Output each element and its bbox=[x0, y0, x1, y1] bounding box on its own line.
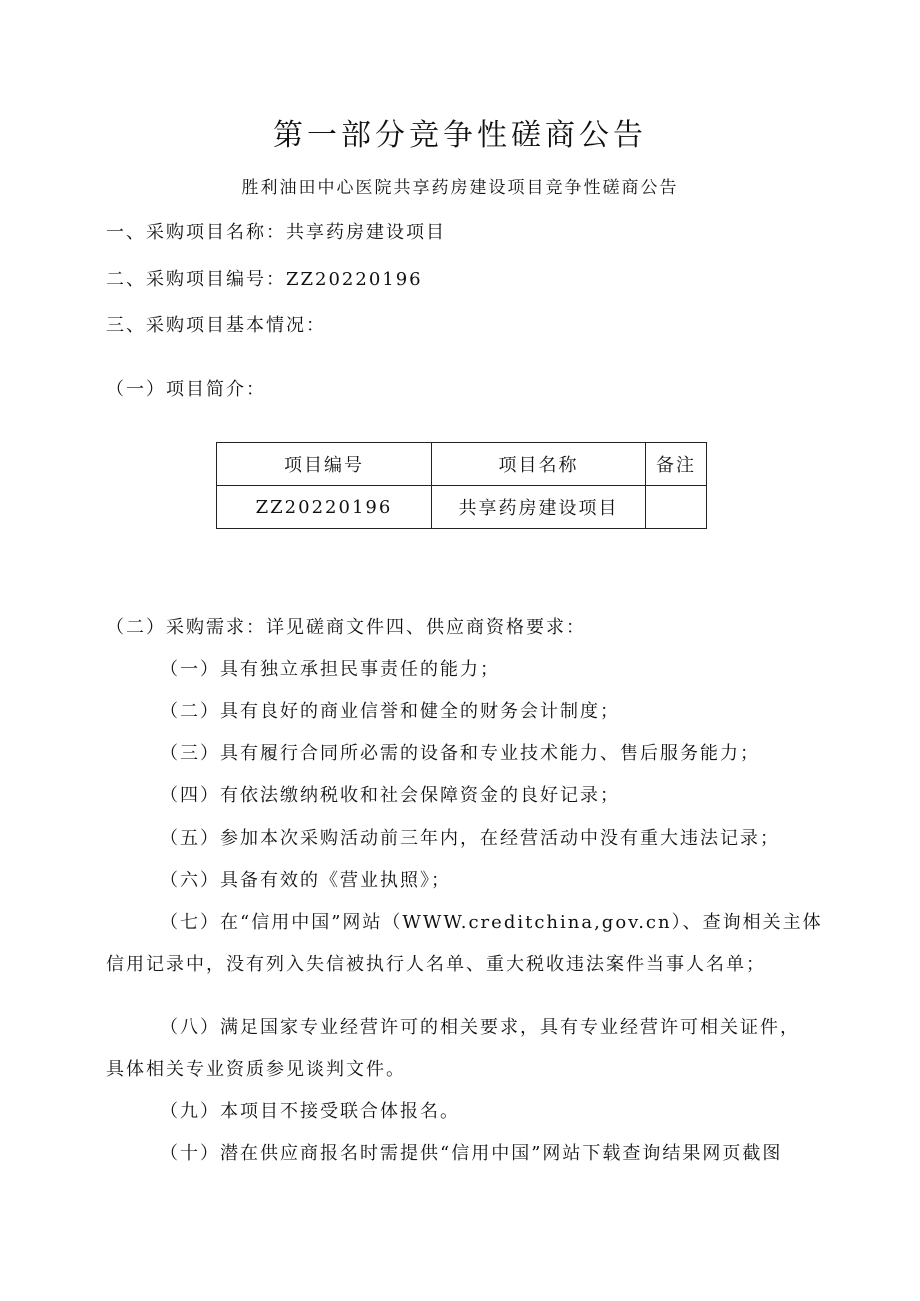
header-cell-number: 项目编号 bbox=[217, 443, 432, 486]
requirement-item-6: （六）具备有效的《营业执照》； bbox=[160, 870, 451, 891]
project-intro-heading: （一）项目简介： bbox=[106, 379, 266, 400]
requirement-item-10: （十）潜在供应商报名时需提供“信用中国”网站下载查询结果网页截图 bbox=[160, 1143, 783, 1164]
requirement-item-2: （二）具有良好的商业信誉和健全的财务会计制度； bbox=[160, 701, 620, 722]
cell-project-name: 共享药房建设项目 bbox=[432, 486, 646, 529]
page-title: 第一部分竞争性磋商公告 bbox=[273, 118, 647, 153]
table-row bbox=[217, 486, 707, 529]
requirement-item-4: （四）有依法缴纳税收和社会保障资金的良好记录； bbox=[160, 785, 620, 806]
requirements-heading: （二）采购需求：详见磋商文件四、供应商资格要求： bbox=[106, 617, 586, 638]
project-table bbox=[216, 442, 707, 529]
requirement-item-8: （八）满足国家专业经营许可的相关要求，具有专业经营许可相关证件， bbox=[160, 1017, 800, 1038]
requirement-item-5: （五）参加本次采购活动前三年内，在经营活动中没有重大违法记录； bbox=[160, 828, 780, 849]
requirement-item-1: （一）具有独立承担民事责任的能力； bbox=[160, 659, 500, 680]
announcement-subtitle: 胜利油田中心医院共享药房建设项目竞争性磋商公告 bbox=[241, 178, 679, 198]
basic-info-heading: 三、采购项目基本情况： bbox=[106, 315, 326, 336]
project-name-line: 一、采购项目名称：共享药房建设项目 bbox=[106, 222, 446, 243]
requirement-item-7-cont: 信用记录中，没有列入失信被执行人名单、重大税收违法案件当事人名单； bbox=[106, 954, 766, 975]
requirement-item-9: （九）本项目不接受联合体报名。 bbox=[160, 1101, 460, 1122]
header-cell-name: 项目名称 bbox=[432, 443, 646, 486]
requirement-item-3: （三）具有履行合同所必需的设备和专业技术能力、售后服务能力； bbox=[160, 743, 760, 764]
cell-remark bbox=[646, 486, 707, 529]
cell-project-number: ZZ20220196 bbox=[217, 486, 432, 529]
header-cell-remark: 备注 bbox=[646, 443, 707, 486]
project-number-line: 二、采购项目编号：ZZ20220196 bbox=[106, 269, 423, 290]
table-header-row bbox=[217, 443, 707, 486]
requirement-item-7: （七）在“信用中国”网站（WWW.creditchina,gov.cn）、查询相关主体 bbox=[160, 912, 823, 933]
requirement-item-8-cont: 具体相关专业资质参见谈判文件。 bbox=[106, 1059, 406, 1080]
